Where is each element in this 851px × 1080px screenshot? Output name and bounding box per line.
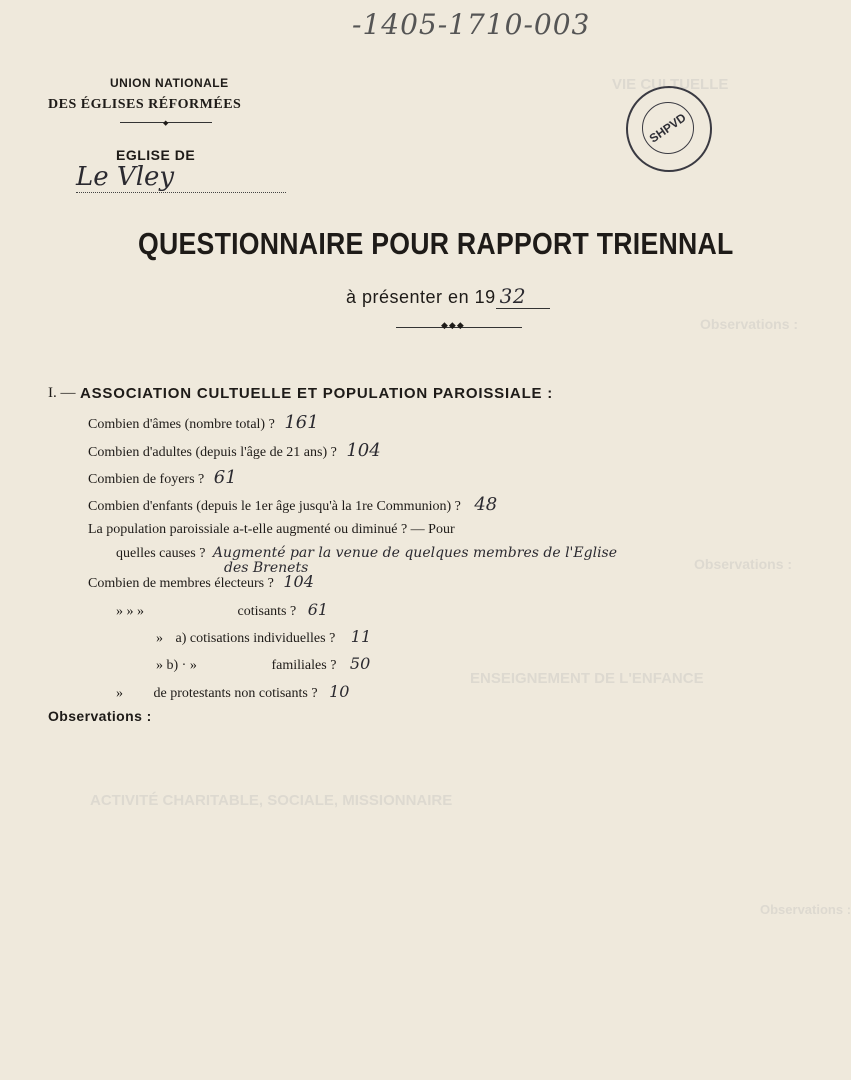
church-name: Le Vley — [76, 162, 175, 192]
answer-family-contributions: 50 — [349, 654, 371, 673]
question-label: cotisants ? — [237, 604, 297, 619]
church-name-line — [76, 192, 286, 193]
question-label: quelles causes ? — [116, 546, 206, 561]
bleed-through-text: ACTIVITÉ CHARITABLE, SOCIALE, MISSIONNAIRE — [90, 792, 453, 809]
archive-reference: -1405-1710-003 — [352, 8, 591, 41]
question-label: Combien de membres électeurs ? — [88, 576, 274, 591]
answer-individual-contributions: 11 — [350, 627, 372, 646]
church-label: EGLISE DE — [116, 147, 196, 163]
answer-adults: 104 — [346, 440, 381, 461]
question-adults — [88, 440, 381, 461]
question-causes — [116, 545, 617, 562]
question-label: familiales ? — [271, 658, 337, 673]
answer-non-contributing: 10 — [329, 682, 350, 701]
question-individual-contributions — [156, 627, 371, 647]
answer-households: 61 — [213, 467, 237, 488]
bleed-through-text: Observations : — [694, 556, 793, 572]
subtitle — [346, 284, 550, 309]
subtitle-prefix: à présenter en 19 — [346, 287, 496, 307]
ditto-marks: » » » — [116, 604, 144, 619]
question-label: a) cotisations individuelles ? — [175, 631, 336, 646]
stamp-text: SHPVD — [647, 110, 689, 146]
answer-contributors: 61 — [307, 600, 329, 619]
question-households — [88, 467, 237, 488]
page-title: QUESTIONNAIRE POUR RAPPORT TRIENNAL — [138, 226, 734, 261]
question-label: La population paroissiale a-t-elle augmenté ou diminué ? — Pour — [88, 522, 455, 537]
archive-stamp — [626, 86, 712, 172]
question-contributors — [116, 600, 328, 620]
ditto-marks: » — [156, 631, 163, 646]
divider-ornament: ◆ — [163, 119, 169, 127]
question-children — [88, 494, 497, 515]
ditto-marks: » b) · » — [156, 658, 197, 673]
question-population-change — [88, 522, 455, 538]
bleed-through-text: Observations : — [700, 316, 799, 332]
question-family-contributions — [156, 654, 370, 674]
answer-causes: Augmenté par la venue de quelques membres de l'Eglise — [212, 545, 618, 561]
report-year: 32 — [496, 284, 550, 309]
section-heading: ASSOCIATION CULTUELLE ET POPULATION PAROISSIALE : — [80, 385, 554, 402]
answer-causes-continued: des Brenets — [224, 560, 309, 576]
title-divider-ornament: ◆◆◆ — [441, 320, 465, 330]
section-number: I. — — [48, 385, 76, 401]
org-name-line1: UNION NATIONALE — [110, 76, 229, 90]
answer-children: 48 — [474, 494, 498, 515]
ditto-marks: » — [116, 686, 123, 701]
org-name-line2: DES ÉGLISES RÉFORMÉES — [48, 97, 242, 112]
question-voters — [88, 572, 314, 592]
bleed-through-text: Observations : — [760, 902, 851, 917]
question-non-contributing — [116, 682, 349, 702]
answer-total-souls: 161 — [284, 412, 319, 433]
question-label: de protestants non cotisants ? — [153, 686, 318, 701]
bleed-through-text: VIE CULTUELLE — [612, 76, 729, 93]
question-total-souls — [88, 412, 319, 433]
question-label: Combien d'âmes (nombre total) ? — [88, 417, 275, 432]
bleed-through-text: ENSEIGNEMENT DE L'ENFANCE — [470, 670, 704, 687]
question-label: Combien de foyers ? — [88, 472, 205, 487]
question-label: Combien d'enfants (depuis le 1er âge jusqu'à la 1re Communion) ? — [88, 499, 461, 514]
observations-label: Observations : — [48, 708, 152, 724]
question-label: Combien d'adultes (depuis l'âge de 21 ans) ? — [88, 445, 337, 460]
answer-voters: 104 — [283, 572, 314, 591]
